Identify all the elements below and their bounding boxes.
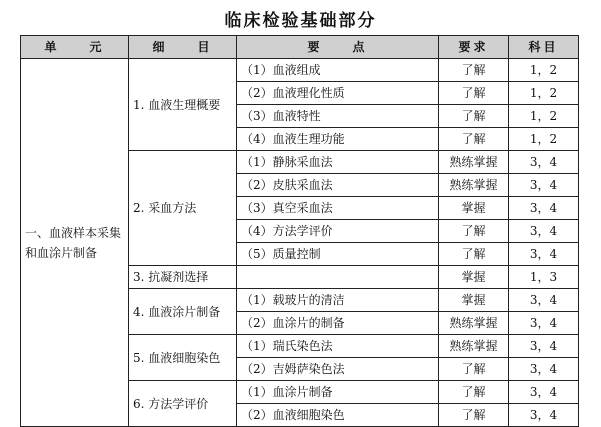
subject-cell: 3，4 [509, 220, 579, 243]
point-cell: （2）血涂片的制备 [237, 312, 439, 335]
requirement-cell: 了解 [439, 404, 509, 427]
point-cell: （4）血液生理功能 [237, 128, 439, 151]
subject-cell: 3，4 [509, 404, 579, 427]
requirement-cell: 了解 [439, 220, 509, 243]
requirement-cell: 熟练掌握 [439, 312, 509, 335]
subject-cell: 3，4 [509, 174, 579, 197]
detail-cell: 3. 抗凝剂选择 [129, 266, 237, 289]
header-requirement: 要求 [439, 36, 509, 59]
detail-cell: 2. 采血方法 [129, 151, 237, 266]
point-cell: （5）质量控制 [237, 243, 439, 266]
point-cell [237, 266, 439, 289]
point-cell: （1）血液组成 [237, 59, 439, 82]
subject-cell: 1，3 [509, 266, 579, 289]
detail-cell: 5. 血液细胞染色 [129, 335, 237, 381]
requirement-cell: 掌握 [439, 289, 509, 312]
point-cell: （3）血液特性 [237, 105, 439, 128]
requirement-cell: 掌握 [439, 197, 509, 220]
point-cell: （1）静脉采血法 [237, 151, 439, 174]
requirement-cell: 了解 [439, 243, 509, 266]
page-title: 临床检验基础部分 [224, 11, 377, 31]
detail-cell: 6. 方法学评价 [129, 381, 237, 427]
subject-cell: 3，4 [509, 381, 579, 404]
header-subject: 科目 [509, 36, 579, 59]
requirement-cell: 了解 [439, 358, 509, 381]
requirement-cell: 了解 [439, 381, 509, 404]
subject-cell: 1，2 [509, 128, 579, 151]
syllabus-table [20, 35, 579, 427]
subject-cell: 3，4 [509, 358, 579, 381]
point-cell: （4）方法学评价 [237, 220, 439, 243]
subject-cell: 3，4 [509, 312, 579, 335]
point-cell: （2）血液细胞染色 [237, 404, 439, 427]
requirement-cell: 熟练掌握 [439, 335, 509, 358]
requirement-cell: 熟练掌握 [439, 151, 509, 174]
point-cell: （2）血液理化性质 [237, 82, 439, 105]
subject-cell: 1，2 [509, 82, 579, 105]
requirement-cell: 了解 [439, 105, 509, 128]
header-point: 要 点 [237, 36, 439, 59]
table-header-row [21, 36, 579, 59]
subject-cell: 3，4 [509, 243, 579, 266]
header-detail: 细 目 [129, 36, 237, 59]
subject-cell: 3，4 [509, 197, 579, 220]
subject-cell: 3，4 [509, 289, 579, 312]
point-cell: （1）载玻片的清洁 [237, 289, 439, 312]
point-cell: （3）真空采血法 [237, 197, 439, 220]
detail-cell: 1. 血液生理概要 [129, 59, 237, 151]
requirement-cell: 了解 [439, 59, 509, 82]
point-cell: （1）血涂片制备 [237, 381, 439, 404]
point-cell: （2）皮肤采血法 [237, 174, 439, 197]
header-unit: 单 元 [21, 36, 129, 59]
point-cell: （2）吉姆萨染色法 [237, 358, 439, 381]
unit-cell [21, 59, 129, 427]
subject-cell: 1，2 [509, 105, 579, 128]
requirement-cell: 了解 [439, 128, 509, 151]
detail-cell: 4. 血液涂片制备 [129, 289, 237, 335]
subject-cell: 3，4 [509, 335, 579, 358]
subject-cell: 1，2 [509, 59, 579, 82]
requirement-cell: 了解 [439, 82, 509, 105]
requirement-cell: 熟练掌握 [439, 174, 509, 197]
unit-label: 一、血液样本采集和血涂片制备 [25, 225, 122, 260]
table-row [21, 59, 579, 82]
subject-cell: 3，4 [509, 151, 579, 174]
point-cell: （1）瑞氏染色法 [237, 335, 439, 358]
requirement-cell: 掌握 [439, 266, 509, 289]
